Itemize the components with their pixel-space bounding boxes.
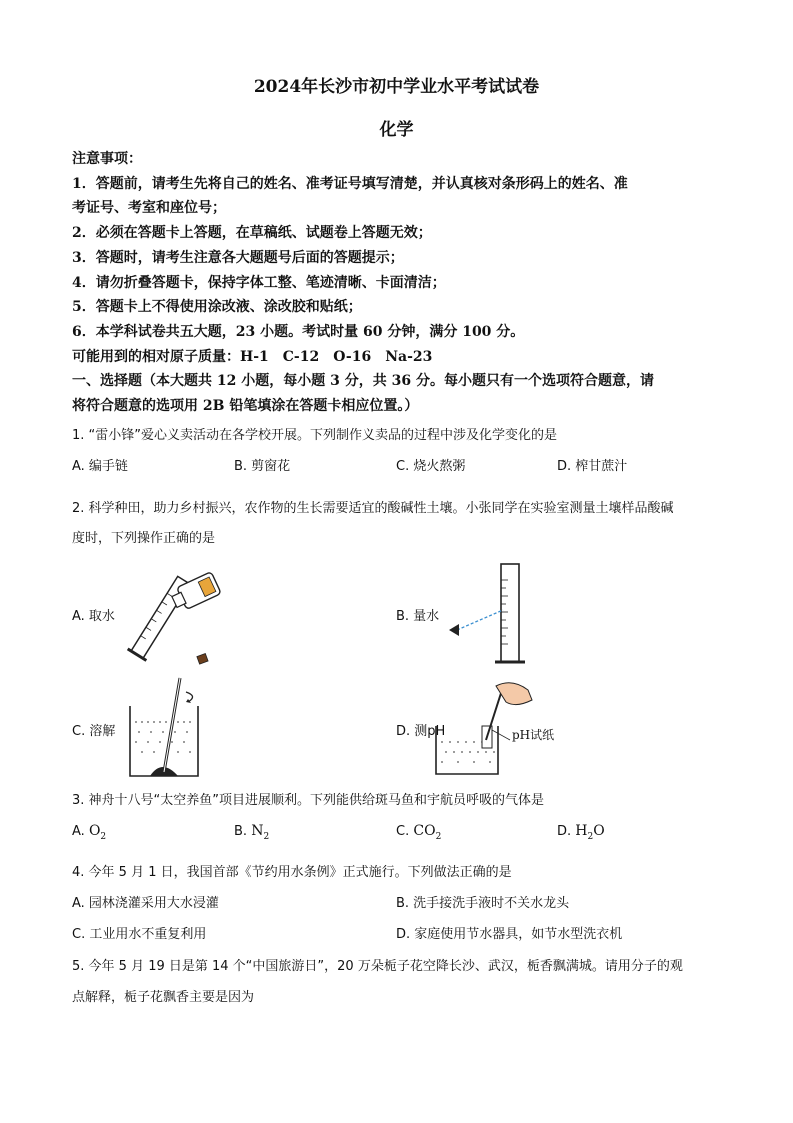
q2-option-c: C. 溶解 — [72, 724, 116, 739]
q4-stem: 4. 今年 5 月 1 日，我国首部《节约用水条例》正式施行。下列做法正确的是 — [72, 865, 512, 880]
section-heading: 将符合题意的选项用 2B 铅笔填涂在答题卡相应位置。） — [72, 398, 419, 414]
q5-stem-line: 点解释，栀子花飘香主要是因为 — [72, 990, 255, 1005]
subject-title: 化学 — [379, 120, 414, 140]
q1-option-c: C. 烧火熬粥 — [396, 459, 466, 474]
notice-heading: 注意事项： — [72, 151, 142, 167]
notice-line: 4．请勿折叠答题卡，保持字体工整、笔迹清晰、卡面清洁； — [72, 275, 446, 291]
q4-option-c: C. 工业用水不重复利用 — [72, 927, 207, 942]
notice-line: 6．本学科试卷共五大题，23 小题。考试时量 60 分钟，满分 100 分。 — [72, 324, 525, 340]
q3-option-a: A. $O_2$ — [72, 823, 107, 842]
ph-paper-label: pH试纸 — [512, 728, 555, 742]
notice-line: 2．必须在答题卡上答题，在草稿纸、试题卷上答题无效； — [72, 225, 432, 241]
q1-option-d: D. 榨甘蔗汁 — [557, 459, 628, 474]
q1-option-b: B. 剪窗花 — [234, 459, 291, 474]
pouring-water-figure — [118, 563, 228, 673]
q2-option-a: A. 取水 — [72, 609, 115, 624]
notice-line: 5．答题卡上不得使用涂改液、涂改胶和贴纸； — [72, 299, 362, 315]
section-heading: 一、选择题（本大题共 12 小题，每小题 3 分，共 36 分。每小题只有一个选项符合题意，请 — [72, 373, 654, 389]
q2-option-b: B. 量水 — [396, 609, 440, 624]
q2-option-d: D. 测pH — [396, 724, 446, 739]
q2-stem-line: 2. 科学种田，助力乡村振兴，农作物的生长需要适宜的酸碱性土壤。小张同学在实验室测量土壤样品酸碱 — [72, 501, 674, 516]
q4-option-d: D. 家庭使用节水器具，如节水型洗衣机 — [396, 927, 623, 942]
q3-option-c: C. $CO_2$ — [396, 823, 442, 842]
q3-stem: 3. 神舟十八号“太空养鱼”项目进展顺利。下列能供给斑马鱼和宇航员呼吸的气体是 — [72, 793, 545, 808]
notice-line: 1．答题前，请考生先将自己的姓名、准考证号填写清楚，并认真核对条形码上的姓名、准 — [72, 176, 628, 192]
q5-stem-line: 5. 今年 5 月 19 日是第 14 个“中国旅游日”，20 万朵栀子花空降长沙、武汉，栀香飘满城。请用分子的观 — [72, 959, 683, 974]
q1-option-a: A. 编手链 — [72, 459, 128, 474]
graduated-cylinder-figure — [445, 560, 555, 670]
notice-line: 3．答题时，请考生注意各大题题号后面的答题提示； — [72, 250, 404, 266]
atomic-masses: 可能用到的相对原子质量：H-1 C-12 O-16 Na-23 — [72, 349, 433, 365]
q1-stem: 1. “雷小锋”爱心义卖活动在各学校开展。下列制作义卖品的过程中涉及化学变化的是 — [72, 428, 558, 443]
q3-option-d: D. $H_2O$ — [557, 823, 605, 842]
q3-option-b: B. $N_2$ — [234, 823, 270, 842]
q4-option-a: A. 园林浇灌采用大水浸灌 — [72, 896, 219, 911]
exam-title: 2024年长沙市初中学业水平考试试卷 — [253, 77, 540, 97]
q4-option-b: B. 洗手接洗手液时不关水龙头 — [396, 896, 570, 911]
notice-line: 考证号、考室和座位号； — [72, 200, 226, 216]
q2-stem-line: 度时，下列操作正确的是 — [72, 531, 216, 546]
dissolving-beaker-figure — [122, 672, 212, 782]
